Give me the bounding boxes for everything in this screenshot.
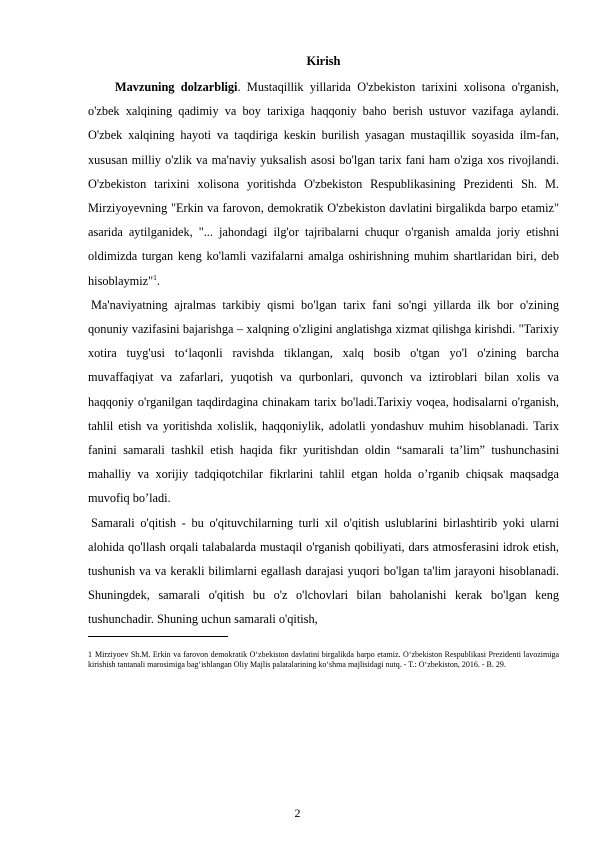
footnote-text: Mirziyoev Sh.M. Erkin va farovon demokratik O‘zbekiston davlatini birgalikda barpo etamiz. O‘zbekiston Respublikasi Prezidenti lavozimiga kirishish tantanali marosimiga bag‘ishlangan Oliy Majlis palatalarining ko‘shma majlisidagi nutq. - T.: O‘zbekiston, 2016. - B. 29. (88, 649, 559, 670)
document-page (88, 54, 559, 671)
footnote (88, 650, 559, 671)
section-title: Kirish (306, 54, 341, 68)
relevance-end: . (156, 273, 160, 288)
paragraph-history-science: Ma'naviyatning ajralmas tarkibiy qismi bo'lgan tarix fani so'ngi yillarda ilk bor o'zining qonuniy vazifasini bajarishga – xalqning o'zligini anglatishga xizmat qilishga kirishdi. "Tarixiy xotira tuyg'usi to‘laqonli ravishda tiklangan, xalq bosib o'tgan yo'l o'zining barcha muvaffaqiyat va zafarlari, yuqotish va qurbonlari, quvonch va iztiroblari bilan xolis va haqqoniy o'rganilgan taqdirdagina chinakam tarix bo'ladi.Tarixiy voqea, hodisalarni o'rganish, tahlil etish va yoritishda xolislik, haqqoniylik, adolatli yondashuv muhim hisoblanadi. Tarix fanini samarali tashkil etish haqida fikr yuritishdan oldin “samarali ta’lim” tushunchasini mahalliy va xorijiy tadqiqotchilar fikrlarini tahlil etgan holda o’rganib chiqsak maqsadga muvofiq bo’ladi. (88, 297, 559, 506)
page-number: 2 (294, 806, 301, 820)
footnote-reference[interactable]: 1 (153, 272, 157, 282)
footnote-separator (88, 636, 228, 637)
paragraph-effective-teaching: Samarali o'qitish - bu o'qituvchilarning turli xil o'qitish uslublarini birlashtirib yoki ularni alohida qo'llash orqali talabalarda mustaqil o'rganish qobiliyati, dars atmosferasini idrok etish, tushunish va va kerakli bilimlarni egallash darajasi yuqori bo'lgan ta'lim jarayoni hisoblanadi. Shuningdek, samarali o'qitish bu o'z o'lchovlari bilan baholanishi kerak bo'lgan keng tushunchadir. Shuning uchun samarali o'qitish, (88, 515, 559, 627)
relevance-text: . Mustaqillik yillarida O'zbekiston tarixini xolisona o'rganish, o'zbek xalqining qadimiy va boy tarixiga haqqoniy baho berish ustuvor vazifaga aylandi. O'zbek xalqining hayoti va taqdiriga keskin burilish yasagan mustaqillik soyasida ilm-fan, xususan milliy o'zlik va ma'naviy yuksalish asosi bo'lgan tarix fani ham o'ziga xos rivojlandi. O'zbekiston tarixini xolisona yoritishda O'zbekiston Respublikasining Prezidenti Sh. M. Mirziyoyevning "Erkin va farovon, demokratik O'zbekiston davlatini birgalikda barpo etamiz" asarida aytilganidek, "... jahondagi ilg'or tajribalarni chuqur o'rganish amalda joriy etishni oldimizda turgan keng ko'lamli vazifalarni amalga oshirishning muhim shartlaridan biri, deb hisoblaymiz" (88, 80, 559, 288)
paragraph-relevance (88, 75, 559, 293)
relevance-lead: Mavzuning dolzarbligi (115, 80, 238, 94)
footnote-marker: 1 (88, 649, 92, 659)
